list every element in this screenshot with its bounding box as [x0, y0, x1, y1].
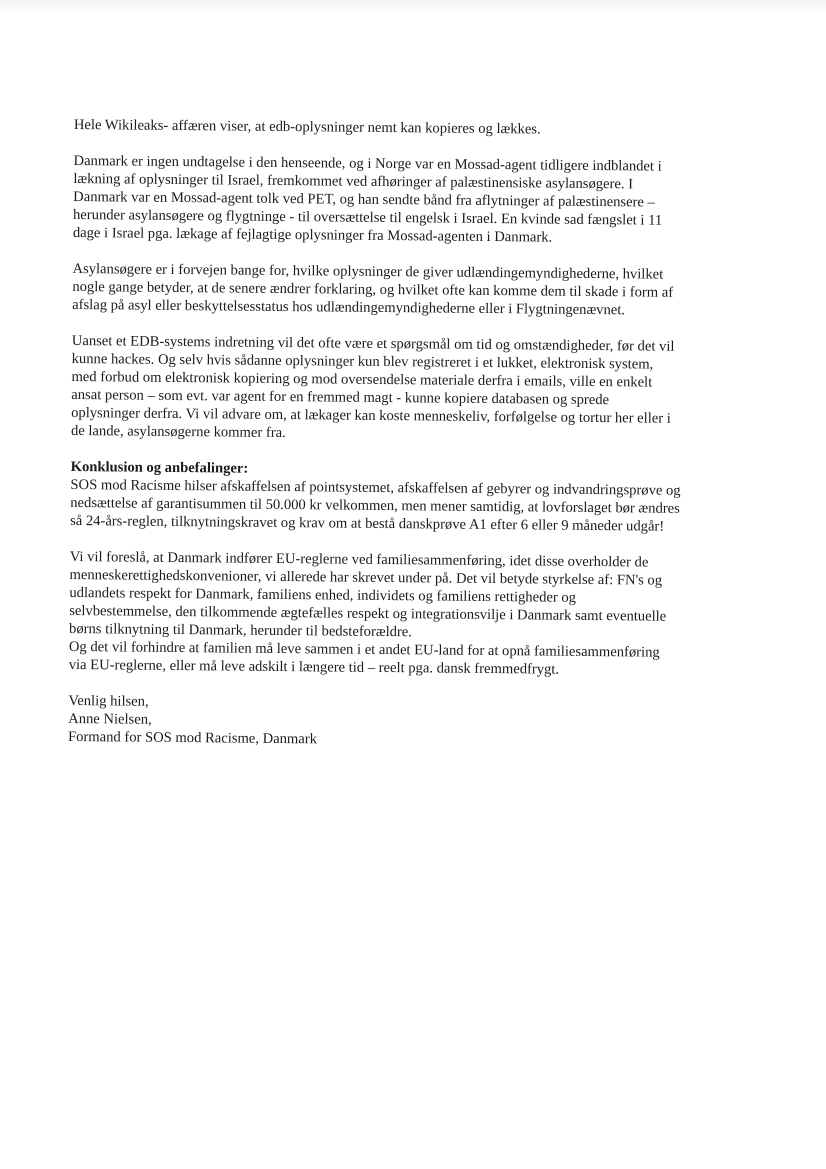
paragraph-proposal — [69, 548, 746, 680]
text-line: menneskerettighedskonvenioner, vi allerede har skrevet under på. Det vil betyde styrkelse af: FN's og — [69, 566, 663, 589]
text-line: herunder asylansøgere og flygtninge - til oversættelse til engelsk i Israel. En kvinde sad fængslet i 11 — [72, 206, 663, 229]
text-line: via EU-reglerne, eller må leve adskilt i længere tid – reelt pga. dansk fremmedfrygt. — [68, 656, 560, 678]
text-line: selvbestemmelse, den tilkommende ægtefælles respekt og integrationsvilje i Danmark samt eventuelle — [69, 602, 667, 625]
signature-title: Formand for SOS mod Racisme, Danmark — [67, 728, 317, 748]
text-line: dage i Israel pga. lækage af fejlagtige oplysninger fra Mossad-agenten i Danmark. — [72, 224, 553, 246]
text-line: de lande, asylansøgerne kommer fra. — [70, 422, 286, 442]
text-line: SOS mod Racisme hilser afskaffelsen af pointsystemet, afskaffelsen af gebyrer og indvandringsprøve og — [70, 476, 681, 499]
letter-body — [68, 116, 750, 752]
text-line: oplysninger derfra. Vi vil advare om, at lækager kan koste menneskeliv, forfølgelse og tortur her eller i — [71, 404, 671, 427]
text-line: lækning af oplysninger til Israel, fremkommet ved afhøringer af palæstinensiske asylansøgere. I — [73, 170, 634, 193]
text-line: Vi vil foreslå, at Danmark indfører EU-reglerne ved familiesammenføring, idet disse overholder de — [69, 548, 649, 571]
paragraph-edb-systems — [71, 332, 748, 446]
signature-block — [68, 692, 744, 752]
text-line: afslag på asyl eller beskyttelsesstatus hos udlændingemyndighederne eller i Flygtningenævnet. — [72, 296, 626, 319]
paragraph-wikileaks — [74, 116, 750, 140]
text-line: så 24-års-reglen, tilknytningskravet og krav om at bestå danskprøve A1 efter 6 eller 9 måneder udgår! — [70, 512, 665, 535]
text-line: nogle gange betyder, at de senere ændrer forklaring, og hvilket ofte kan komme dem til skade i form af — [72, 278, 674, 301]
text-line: Uanset et EDB-systems indretning vil det ofte være et spørgsmål om tid og omstændigheder, før det vil — [71, 332, 675, 355]
scan-edge-shadow — [0, 0, 826, 14]
text-line: Hele Wikileaks- affæren viser, at edb-oplysninger nemt kan kopieres og lækkes. — [73, 116, 541, 138]
paragraph-asylum-seekers — [72, 260, 748, 320]
text-line: Og det vil forhindre at familien må leve sammen i et andet EU-land for at opnå familiesammenføring — [68, 638, 660, 661]
text-line: Danmark var en Mossad-agent tolk ved PET, og han sendte bånd fra aflytninger af palæstinensere – — [73, 188, 655, 211]
signature-closing: Venlig hilsen, — [68, 692, 149, 710]
text-line: Asylansøgere er i forvejen bange for, hvilke oplysninger de giver udlændingemyndighederne, hvilket — [72, 260, 664, 283]
text-line: med forbud om elektronisk kopiering og mod oversendelse materiale derfra i emails, ville en enkelt — [71, 368, 653, 391]
text-line: børns tilknytning til Danmark, herunder til bedsteforældre. — [68, 620, 413, 641]
conclusion-heading: Konklusion og anbefalinger: — [70, 458, 249, 477]
text-line: nedsættelse af garantisummen til 50.000 kr velkommen, men mener samtidig, at lovforslaget bør ændres — [70, 494, 680, 517]
paragraph-conclusion — [70, 458, 747, 536]
text-line: Danmark er ingen undtagelse i den henseende, og i Norge var en Mossad-agent tidligere indblandet i — [73, 152, 662, 175]
text-line: kunne hackes. Og selv hvis sådanne oplysninger kun blev registreret i et lukket, elektronisk system, — [71, 350, 654, 373]
signature-name: Anne Nielsen, — [68, 710, 152, 728]
text-line: udlandets respekt for Danmark, familiens enhed, individets og familiens rettigheder og — [69, 584, 577, 606]
paragraph-mossad — [73, 152, 750, 248]
text-line: ansat person – som evt. var agent for en fremmed magt - kunne kopiere databasen og sprede — [71, 386, 610, 409]
